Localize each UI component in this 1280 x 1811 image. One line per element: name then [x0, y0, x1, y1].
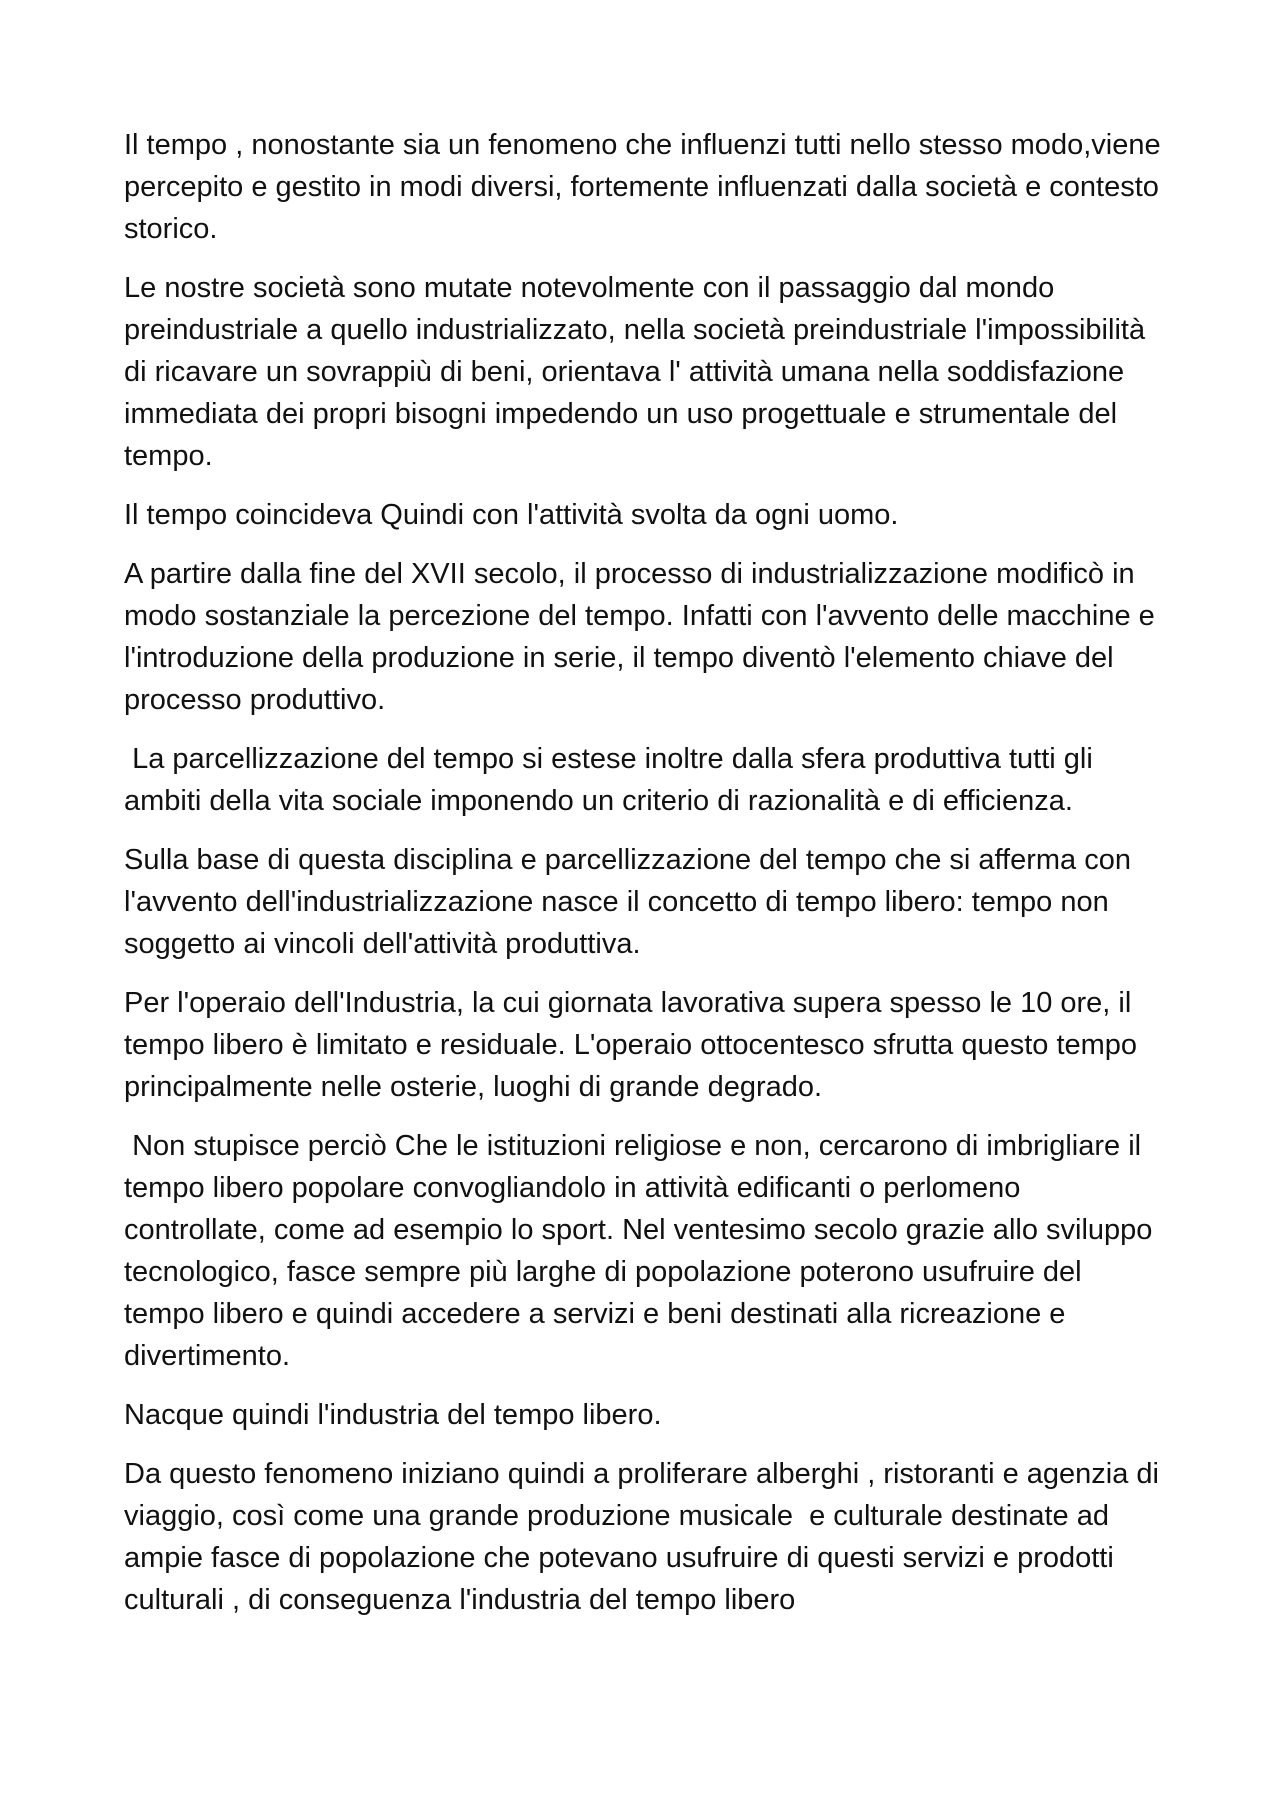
document-body — [124, 124, 1169, 1638]
paragraph-5: La parcellizzazione del tempo si estese inoltre dalla sfera produttiva tutti gli ambiti della vita sociale imponendo un criterio di razionalità e di efficienza. — [124, 743, 1101, 817]
paragraph-8: Non stupisce perciò Che le istituzioni religiose e non, cercarono di imbrigliare il tempo libero popolare convogliandolo in attività edificanti o perlomeno controllate, come ad esempio lo sport. Nel ventesimo secolo grazie allo sviluppo tecnologico, fasce sempre più larghe di popolazione poterono usufruire del tempo libero e quindi accedere a servizi e beni destinati alla ricreazione e divertimento. — [124, 1130, 1161, 1372]
paragraph-2: Le nostre società sono mutate notevolmente con il passaggio dal mondo preindustriale a quello industrializzato, nella società preindustriale l'impossibilità di ricavare un sovrappiù di beni, orientava l' attività umana nella soddisfazione immediata dei propri bisogni impedendo un uso progettuale e strumentale del tempo. — [124, 272, 1154, 472]
paragraph-6: Sulla base di questa disciplina e parcellizzazione del tempo che si afferma con l'avvento dell'industrializzazione nasce il concetto di tempo libero: tempo non soggetto ai vincoli dell'attività produttiva. — [124, 844, 1140, 960]
paragraph-7: Per l'operaio dell'Industria, la cui giornata lavorativa supera spesso le 10 ore, il tempo libero è limitato e residuale. L'operaio ottocentesco sfrutta questo tempo principalmente nelle osterie, luoghi di grande degrado. — [124, 987, 1146, 1103]
paragraph-10: Da questo fenomeno iniziano quindi a proliferare alberghi , ristoranti e agenzia di viaggio, così come una grande produzione musicale e culturale destinate ad ampie fasce di popolazione che potevano usufruire di questi servizi e prodotti culturali , di conseguenza l'industria del tempo libero — [124, 1458, 1168, 1616]
paragraph-1: Il tempo , nonostante sia un fenomeno che influenzi tutti nello stesso modo,viene percepito e gestito in modi diversi, fortemente influenzati dalla società e contesto storico. — [124, 129, 1169, 245]
paragraph-4: A partire dalla fine del XVII secolo, il processo di industrializzazione modificò in modo sostanziale la percezione del tempo. Infatti con l'avvento delle macchine e l'introduzione della produzione in serie, il tempo diventò l'elemento chiave del processo produttivo. — [124, 558, 1163, 716]
paragraph-3: Il tempo coincideva Quindi con l'attività svolta da ogni uomo. — [124, 499, 899, 531]
paragraph-9: Nacque quindi l'industria del tempo libero. — [124, 1399, 662, 1431]
